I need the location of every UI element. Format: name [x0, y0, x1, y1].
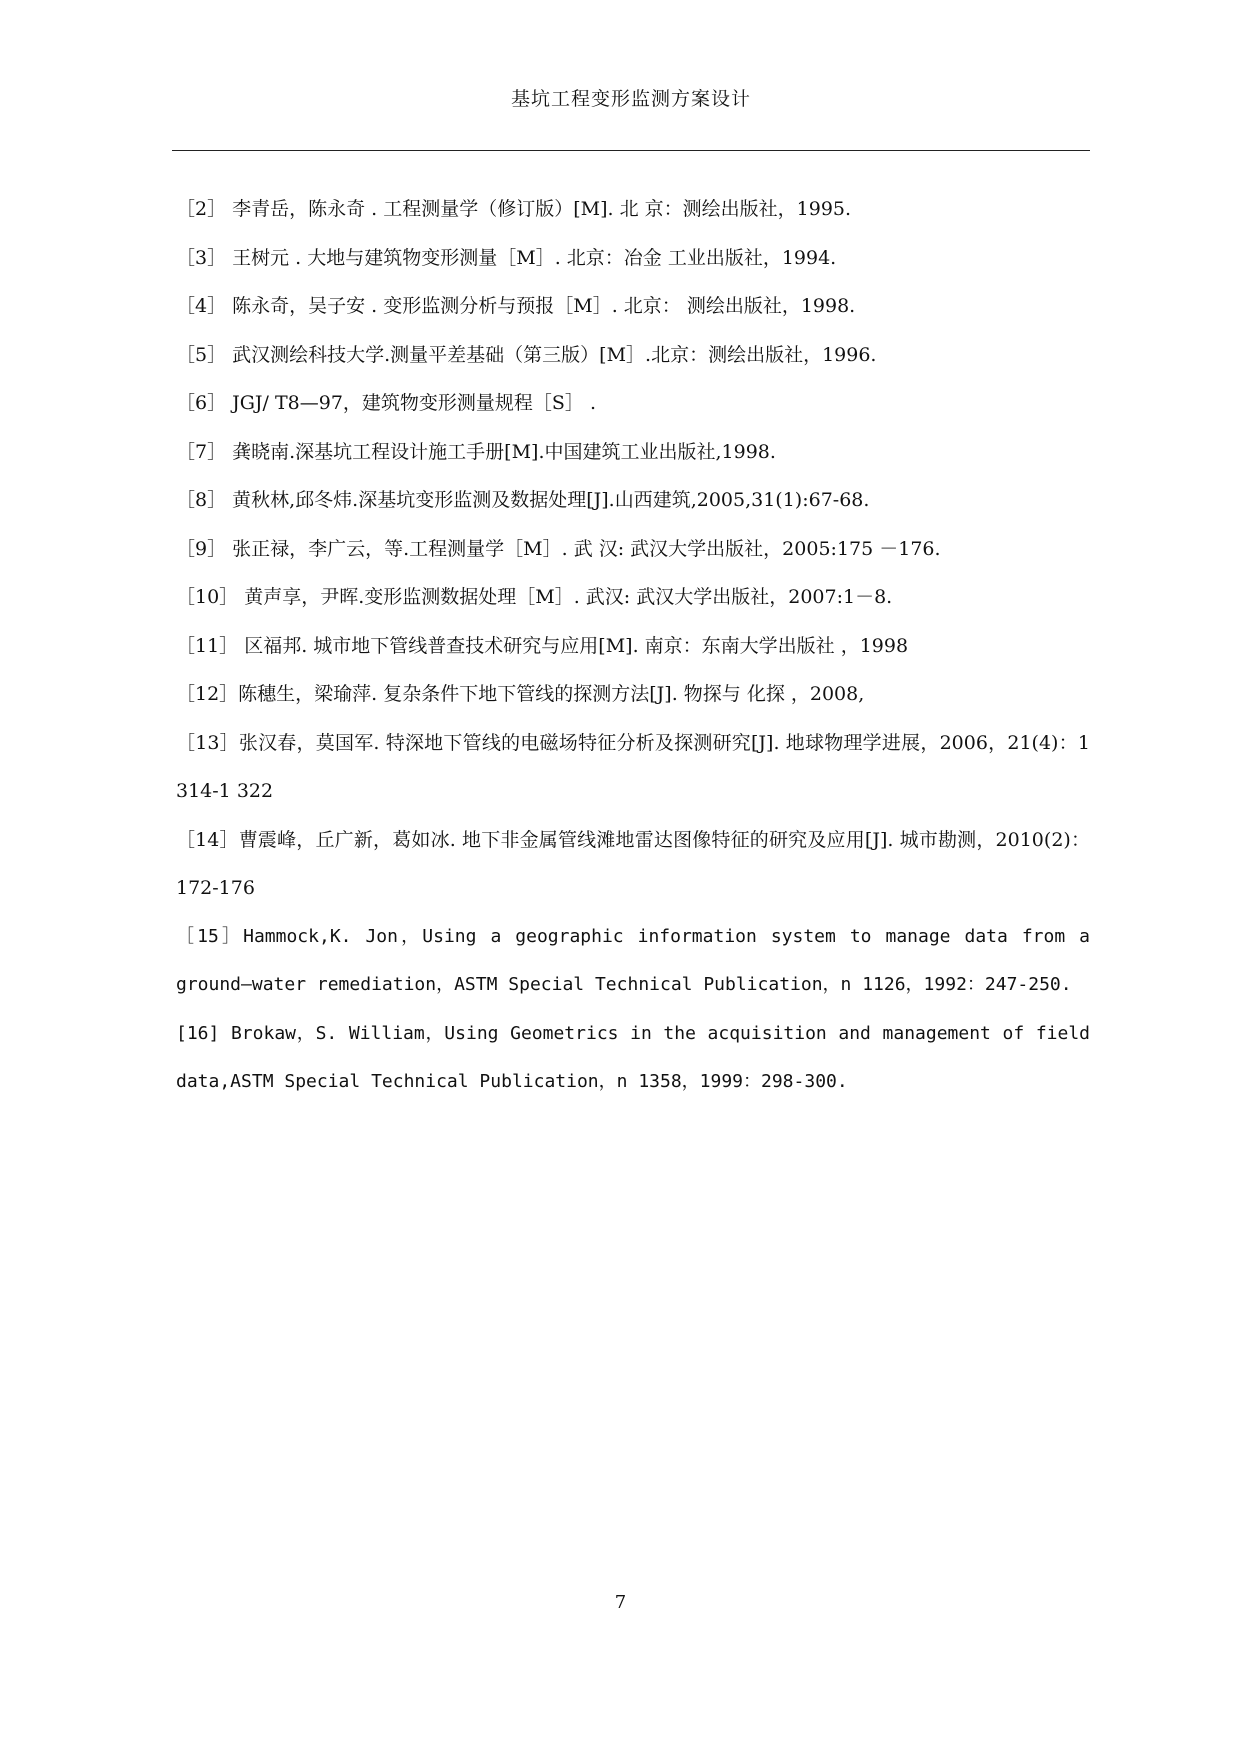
reference-item-15: ［15］Hammock,K. Jon，Using a geographic information system to manage data from a ground—water remediation，ASTM Special Technical Publication，n 1126，1992：247-250. [176, 925, 1101, 995]
reference-item-16: [16] Brokaw，S. William，Using Geometrics in the acquisition and management of field data,ASTM Special Technical Publication，n 1358，1999：298-300. [176, 1022, 1101, 1092]
page-header-title: 基坑工程变形监测方案设计 [510, 88, 751, 110]
reference-item-10: ［10］ 黄声享，尹晖.变形监测数据处理［M］. 武汉: 武汉大学出版社，2007:1－8. [176, 586, 893, 608]
header-divider [172, 150, 1090, 151]
reference-item-3: ［3］ 王树元 . 大地与建筑物变形测量［M］. 北京：冶金 工业出版社，1994. [176, 246, 837, 269]
reference-item-9: ［9］ 张正禄，李广云，等.工程测量学［M］. 武 汉: 武汉大学出版社，2005:175 －176. [176, 537, 941, 560]
reference-item-14: ［14］曹震峰，丘广新，葛如冰. 地下非金属管线滩地雷达图像特征的研究及应用[J]. 城市勘测，2010(2)：172-176 [176, 828, 1090, 899]
reference-item-5: ［5］ 武汉测绘科技大学.测量平差基础（第三版）[M］.北京：测绘出版社，1996. [176, 343, 877, 366]
reference-item-6: ［6］ JGJ/ T8—97，建筑物变形测量规程［S］ . [176, 392, 597, 414]
reference-item-8: ［8］ 黄秋林,邱冬炜.深基坑变形监测及数据处理[J].山西建筑,2005,31(1):67-68. [176, 489, 870, 511]
reference-item-11: ［11］ 区福邦. 城市地下管线普查技术研究与应用[M]. 南京：东南大学出版社 ，1998 [176, 634, 909, 657]
page-number: 7 [614, 1592, 627, 1613]
reference-item-12: ［12］陈穗生，梁瑜萍. 复杂条件下地下管线的探测方法[J]. 物探与 化探 ，2008, [176, 683, 865, 705]
reference-item-4: ［4］ 陈永奇，吴子安 . 变形监测分析与预报［M］. 北京： 测绘出版社，1998. [176, 295, 856, 317]
reference-item-13: ［13］张汉春，莫国军. 特深地下管线的电磁场特征分析及探测研究[J]. 地球物理学进展，2006，21(4)：1 314-1 322 [176, 731, 1097, 802]
reference-item-7: ［7］ 龚晓南.深基坑工程设计施工手册[M].中国建筑工业出版社,1998. [176, 440, 776, 463]
reference-item-2: ［2］ 李青岳，陈永奇 . 工程测量学（修订版）[M]. 北 京：测绘出版社，1995. [176, 198, 852, 220]
reference-list [176, 185, 1101, 1107]
